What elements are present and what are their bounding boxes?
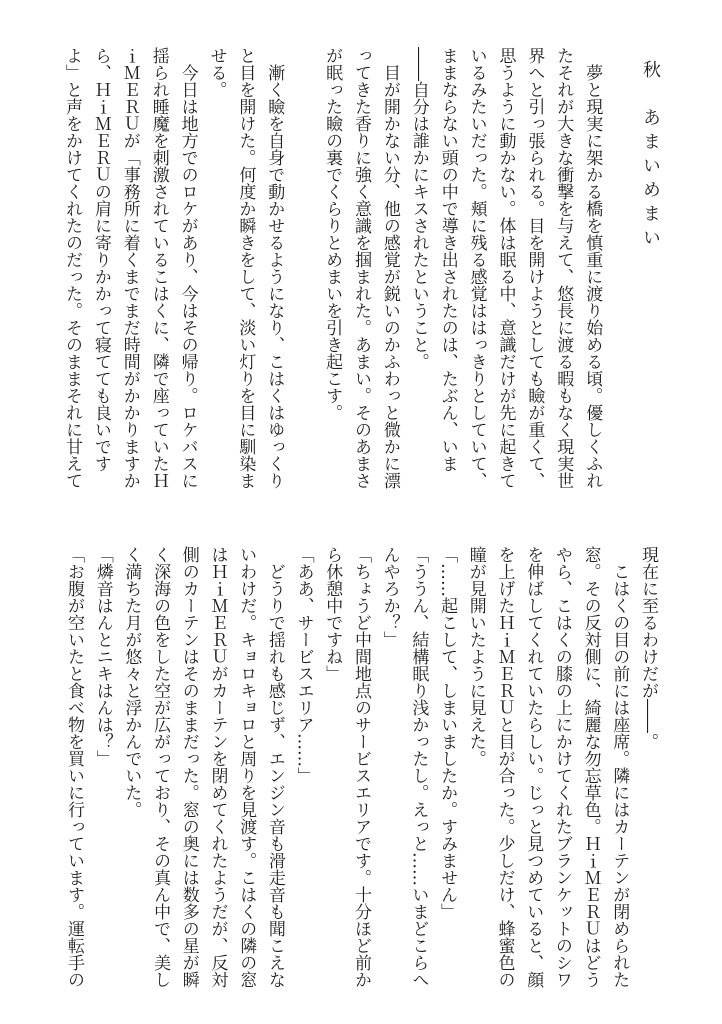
text-line: はＨｉＭＥＲＵがカーテンを閉めてくれたようだが、反対 (207, 546, 228, 988)
text-line: いるみたいだった。頬に残る感覚ははっきりとしていて、 (466, 47, 487, 489)
text-line: どうりで揺れも感じず、エンジン音も滑走音も聞こえな (264, 546, 285, 988)
text-line: を上げたＨｉＭＥＲＵと目が合った。少しだけ、蜂蜜色の (494, 546, 515, 988)
text-line: よ」と声をかけてくれたのだった。そのままそれに甘えて (62, 47, 82, 489)
text-line: 今日は地方でのロケがあり、今はその帰り。ロケバスに (177, 47, 198, 489)
text-line: ら、ＨｉＭＥＲＵの肩に寄りかかって寝てても良いです (90, 47, 111, 472)
text-line: 「ちょうど中間地点のサービスエリアです。十分ほど前か (351, 546, 371, 988)
text-line: 窓。その反対側に、綺麗な勿忘草色。ＨｉＭＥＲＵはどう (580, 546, 601, 988)
text-line: 「お腹が空いたと食べ物を買いに行っています。運転手の (64, 546, 84, 988)
text-line: 思うように動かない。体は眠る中、意識だけが先に起きて (495, 47, 516, 489)
text-line: 夢と現実に架かる橋を慎重に渡り始める頃。優しくふれ (582, 47, 603, 489)
chapter-title: 秋 あまいめまい (640, 60, 661, 252)
text-line: たそれが大きな衝撃を与えて、悠長に渡る暇もなく現実世 (553, 47, 574, 489)
text-line: んやろか？」 (379, 546, 400, 648)
text-line: 「ああ、サービスエリア……」 (293, 546, 314, 784)
text-line: が眠った瞼の裏でくらりとめまいを引き起こす。 (322, 47, 343, 421)
text-line: ってきた香りに強く意識を掴まれた。あまい。そのあまさ (351, 47, 371, 489)
text-line: と目を開けた。何度か瞬きをして、淡い灯りを目に馴染ま (235, 47, 256, 489)
text-line: 揺られ睡魔を刺激されているこはくに、隣で座っていたＨ (148, 47, 169, 489)
text-line: ら休憩中ですね」 (322, 546, 343, 682)
text-line: 「燐音はんとニキはんは？」 (92, 546, 113, 767)
text-line: く満ちた月が悠々と浮かんでいた。 (121, 546, 142, 818)
text-line: を伸ばしてくれていたらしい。じっと見つめていると、顔 (523, 546, 544, 988)
text-line: 「……起こして、しまいましたか。すみません」 (437, 546, 458, 920)
text-line: 側のカーテンはそのままだった。窓の奥には数多の星が瞬 (178, 546, 199, 988)
text-line: 目が開かない分、他の感覚が鋭いのかふわっと微かに漂 (379, 47, 400, 489)
text-line: せる。 (206, 47, 227, 98)
text-line: いわけだ。キョロキョロと周りを見渡す。こはくの隣の窓 (236, 546, 257, 988)
text-line: く深海の色をした空が広がっており、その真ん中で、美し (150, 546, 171, 988)
text-line: 瞳が見開いたように見えた。 (465, 546, 486, 767)
text-line: こはくの目の前には座席。隣にはカーテンが閉められた (609, 546, 630, 988)
text-line: 漸く瞼を自身で動かせるようになり、こはくはゆっくり (264, 47, 285, 489)
text-line: ――自分は誰かにキスされたということ。 (408, 47, 429, 370)
text-line: 現在に至るわけだが――。 (638, 546, 658, 750)
text-line: ｉＭＥＲＵが「事務所に着くまでまだ時間がかかりますか (119, 47, 140, 489)
text-line: やら、こはくの膝の上にかけてくれたブランケットのシワ (551, 546, 572, 988)
text-line: 界へと引っ張られる。目を開けようとしても瞼が重くて、 (524, 47, 545, 489)
text-line: 「ううん、結構眠り浅かったし。えっと……いまどこらへ (408, 546, 429, 988)
text-line: ままならない頭の中で導き出されたのは、たぶん、いま (437, 47, 458, 472)
